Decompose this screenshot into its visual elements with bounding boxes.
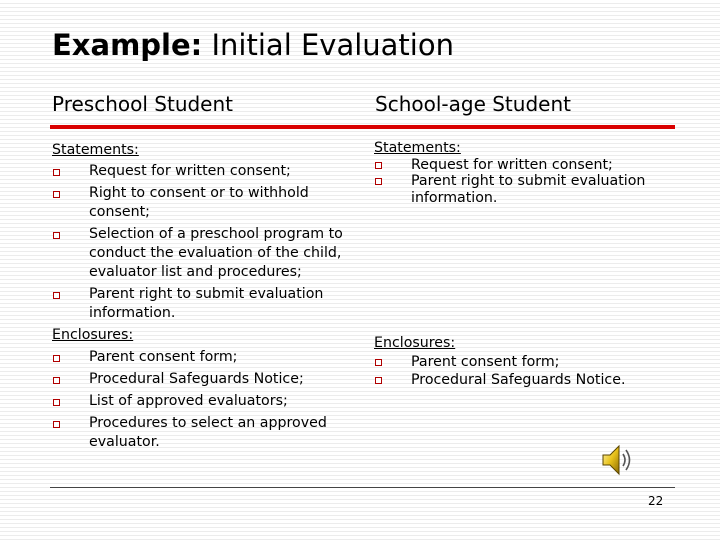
right-statements-label: Statements: (374, 140, 461, 156)
list-item: Procedures to select an approved evaluator. (52, 414, 352, 452)
right-enclosures (374, 334, 674, 390)
page-number: 22 (648, 494, 664, 508)
bullet-icon (53, 169, 60, 176)
bullet-icon (375, 359, 382, 366)
bullet-icon (53, 191, 60, 198)
slide-title (52, 28, 454, 62)
left-column-heading: Preschool Student (52, 92, 234, 116)
bullet-icon (53, 292, 60, 299)
right-column-heading: School-age Student (375, 92, 571, 116)
slide-title-rest: Initial Evaluation (202, 28, 454, 62)
bullet-icon (53, 355, 60, 362)
footer-divider (50, 487, 675, 488)
right-enclosures-label: Enclosures: (374, 335, 456, 351)
list-item: Procedural Safeguards Notice; (52, 370, 352, 389)
bullet-icon (375, 377, 382, 384)
bullet-icon (53, 421, 60, 428)
left-enclosures-label: Enclosures: (52, 327, 134, 343)
bullet-icon (375, 178, 382, 185)
list-item: Parent right to submit evaluation information. (52, 285, 352, 323)
list-item: Parent consent form; (52, 348, 352, 367)
accent-divider (50, 125, 675, 129)
bullet-icon (53, 399, 60, 406)
list-item: Parent right to submit evaluation information. (374, 173, 674, 206)
list-item: Request for written consent; (52, 162, 352, 181)
bullet-icon (53, 377, 60, 384)
list-item: Request for written consent; (374, 157, 674, 174)
list-item: Selection of a preschool program to conduct the evaluation of the child, evaluator list and procedures; (52, 225, 352, 282)
left-statements-label: Statements: (52, 142, 139, 158)
right-statements (374, 140, 674, 206)
list-item: Parent consent form; (374, 353, 674, 372)
bullet-icon (375, 162, 382, 169)
speaker-icon[interactable] (600, 442, 634, 478)
list-item: Right to consent or to withhold consent; (52, 184, 352, 222)
list-item: List of approved evaluators; (52, 392, 352, 411)
slide-title-bold: Example: (52, 28, 203, 62)
bullet-icon (53, 232, 60, 239)
list-item: Procedural Safeguards Notice. (374, 371, 674, 390)
left-column (52, 141, 352, 452)
